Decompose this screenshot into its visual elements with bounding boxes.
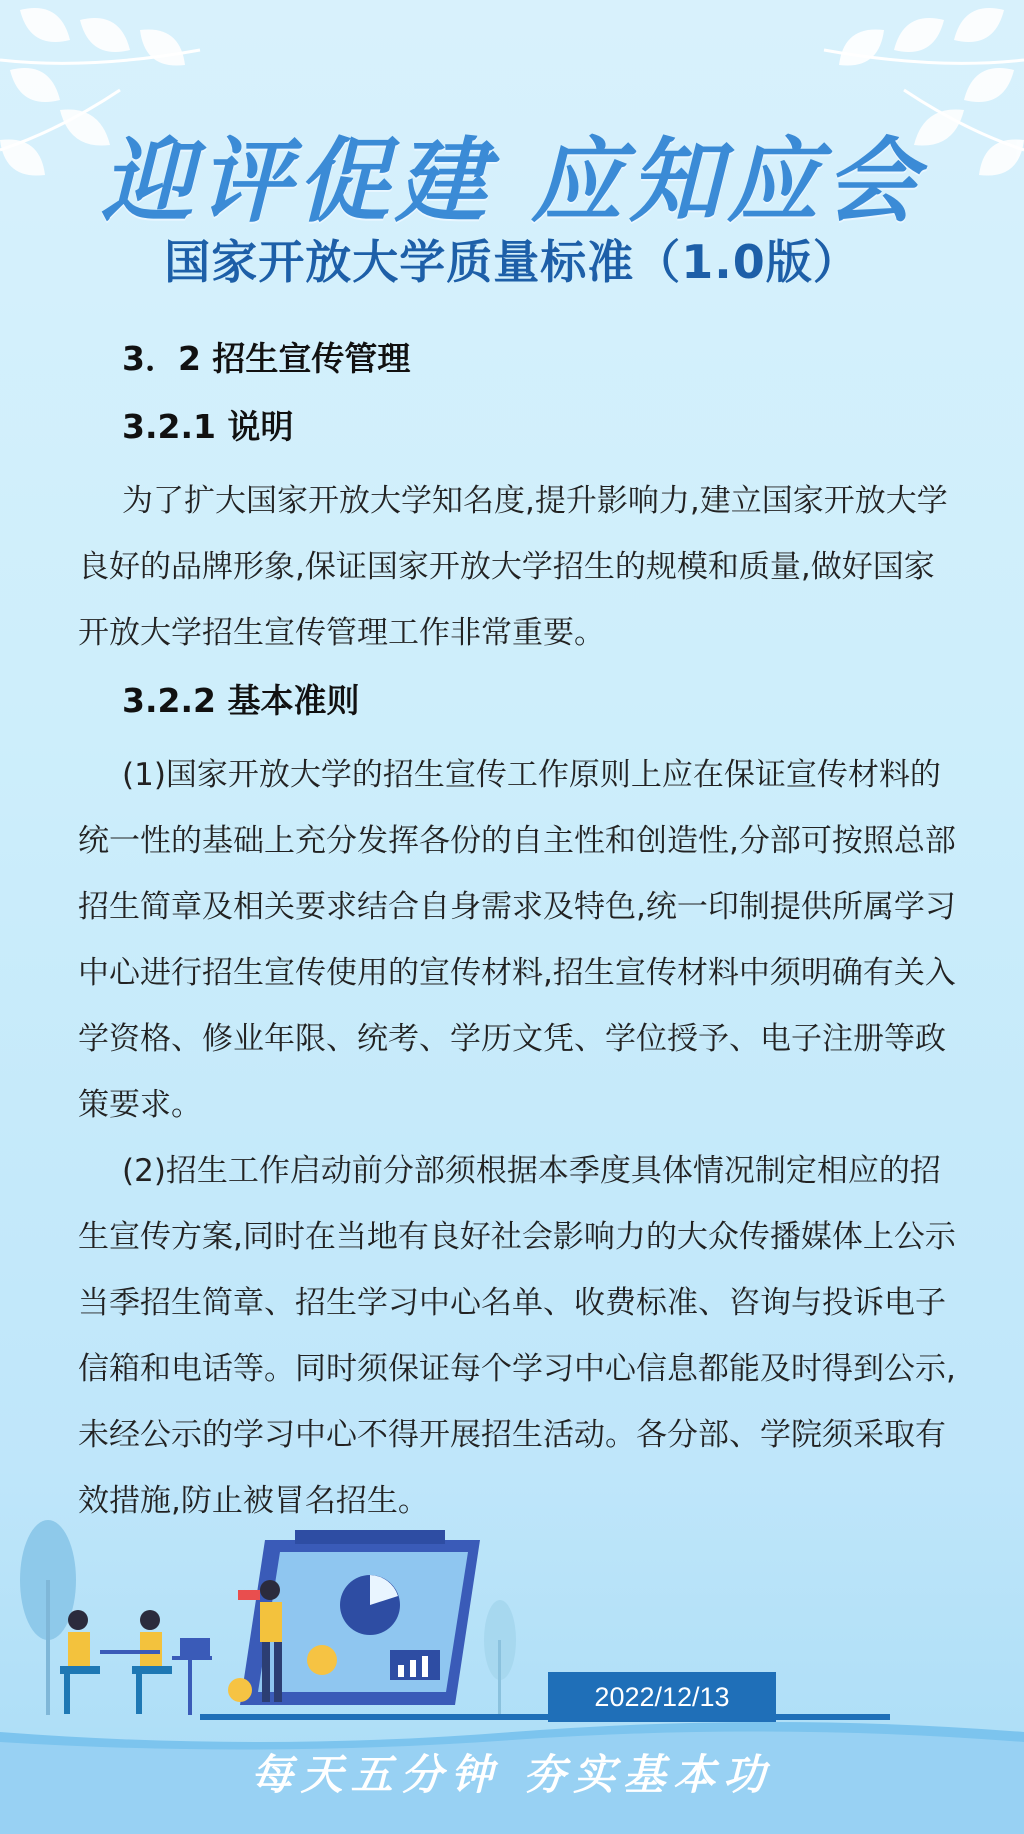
paragraph-rule-2: (2)招生工作启动前分部须根据本季度具体情况制定相应的招生宣传方案,同时在当地有良好社会影响力的大众传播媒体上公示当季招生简章、招生学习中心名单、收费标准、咨询与投诉电子信箱和电话等。同时须保证每个学习中心信息都能及时得到公示,未经公示的学习中心不得开展招生活动。各分部、学院须采取有效措施,防止被冒名招生。 (78, 1153, 956, 1519)
subsection-heading-2: 3.2.2 基本准则 (122, 681, 360, 720)
footer-slogan: 每天五分钟 夯实基本功 (250, 1750, 774, 1799)
page-title: 迎评促建 应知应会 (100, 127, 924, 235)
office-illustration (0, 1510, 560, 1720)
section-heading: 3．2 招生宣传管理 (122, 339, 411, 378)
subsection-heading-1: 3.2.1 说明 (122, 407, 294, 446)
date-badge: 2022/12/13 (548, 1672, 776, 1722)
paragraph-rule-1: (1)国家开放大学的招生宣传工作原则上应在保证宣传材料的统一性的基础上充分发挥各份的自主性和创造性,分部可按照总部招生简章及相关要求结合自身需求及特色,统一印制提供所属学习中心进行招生宣传使用的宣传材料,招生宣传材料中须明确有关入学资格、修业年限、统考、学历文凭、学位授予、电子注册等政策要求。 (78, 757, 956, 1123)
article-body (78, 332, 958, 1534)
paragraph-explanation: 为了扩大国家开放大学知名度,提升影响力,建立国家开放大学良好的品牌形象,保证国家开放大学招生的规模和质量,做好国家开放大学招生宣传管理工作非常重要。 (78, 483, 948, 651)
page-subtitle: 国家开放大学质量标准（1.0版） (164, 235, 860, 289)
